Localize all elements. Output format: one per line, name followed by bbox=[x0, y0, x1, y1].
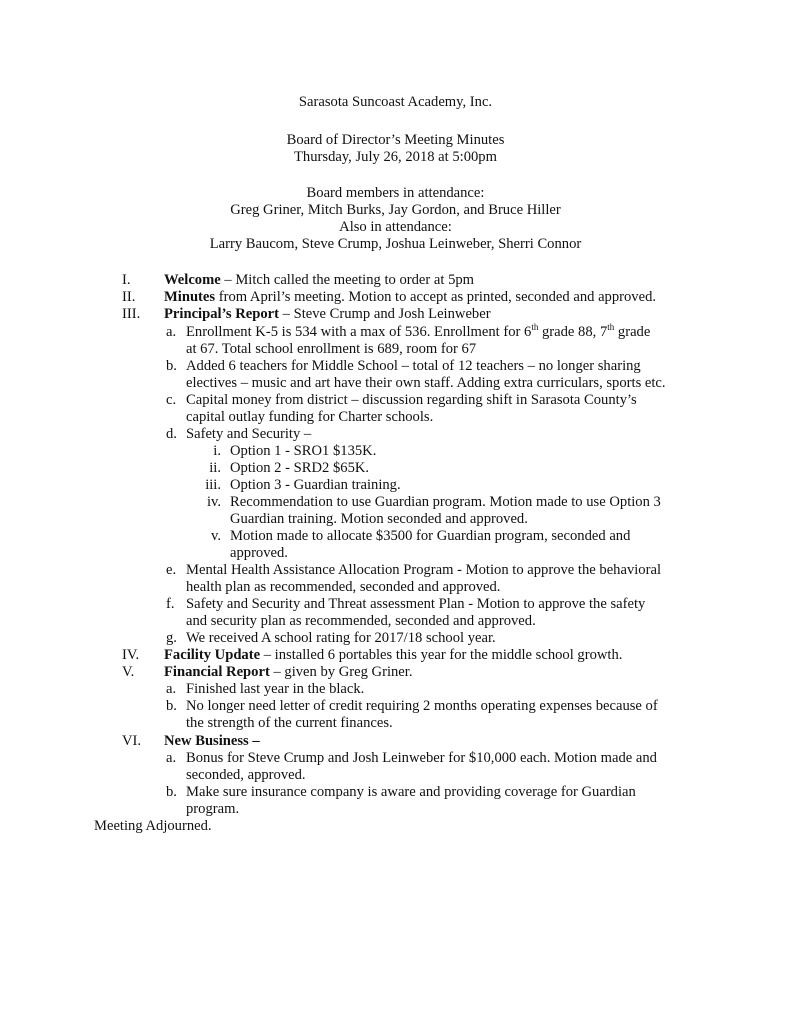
also-attendance-label: Also in attendance: bbox=[339, 219, 452, 235]
meeting-adjourned: Meeting Adjourned. bbox=[94, 818, 212, 834]
teachers-line-1: Added 6 teachers for Middle School – total of 12 teachers – no longer sharing bbox=[186, 358, 641, 374]
sub-item-marker: b. bbox=[166, 358, 177, 374]
sub-item-marker: f. bbox=[166, 596, 175, 612]
item-facility-update bbox=[164, 647, 622, 664]
option-1: Option 1 - SRO1 $135K. bbox=[230, 443, 377, 459]
insurance-line-2: program. bbox=[186, 801, 240, 817]
finished-black: Finished last year in the black. bbox=[186, 681, 365, 697]
allocation-line-2: approved. bbox=[230, 545, 288, 561]
also-members-list: Larry Baucom, Steve Crump, Joshua Leinweber, Sherri Connor bbox=[209, 236, 582, 252]
roman-marker: iii. bbox=[205, 477, 221, 493]
roman-marker: ii. bbox=[209, 460, 221, 476]
item-text: – given by Greg Griner. bbox=[269, 664, 413, 680]
item-numeral: IV. bbox=[122, 647, 140, 663]
sub-item-marker: c. bbox=[166, 392, 177, 408]
teachers-line-2: electives – music and art have their own staff. Adding extra curriculars, sports etc. bbox=[186, 375, 666, 391]
bonus-line-2: seconded, approved. bbox=[186, 767, 306, 783]
sub-item-marker: a. bbox=[166, 681, 177, 697]
sub-item-marker: b. bbox=[166, 698, 177, 714]
board-attendance-label: Board members in attendance: bbox=[306, 185, 485, 201]
recommendation-line-2: Guardian training. Motion seconded and approved. bbox=[230, 511, 528, 527]
item-financial-report bbox=[164, 664, 412, 681]
option-2: Option 2 - SRD2 $65K. bbox=[230, 460, 370, 476]
item-numeral: V. bbox=[122, 664, 135, 680]
capital-line-1: Capital money from district – discussion regarding shift in Sarasota County’s bbox=[186, 392, 637, 408]
item-numeral: I. bbox=[122, 272, 131, 288]
item-minutes bbox=[164, 289, 656, 306]
meeting-date: Thursday, July 26, 2018 at 5:00pm bbox=[294, 149, 497, 165]
item-text: from April’s meeting. Motion to accept as printed, seconded and approved. bbox=[215, 289, 657, 305]
sub-item-marker: b. bbox=[166, 784, 177, 800]
mental-health-line-1: Mental Health Assistance Allocation Program - Motion to approve the behavioral bbox=[186, 562, 661, 578]
enrollment-line-1: Enrollment K-5 is 534 with a max of 536. Enrollment for 6th grade 88, 7th grade bbox=[186, 322, 651, 340]
insurance-line-1: Make sure insurance company is aware and providing coverage for Guardian bbox=[186, 784, 636, 800]
credit-line-1: No longer need letter of credit requiring 2 months operating expenses because of bbox=[186, 698, 658, 714]
item-numeral: III. bbox=[122, 306, 141, 322]
enrollment-line-2: at 67. Total school enrollment is 689, room for 67 bbox=[186, 341, 477, 357]
school-rating: We received A school rating for 2017/18 school year. bbox=[186, 630, 496, 646]
roman-marker: i. bbox=[213, 443, 221, 459]
recommendation-line-1: Recommendation to use Guardian program. Motion made to use Option 3 bbox=[230, 494, 661, 510]
item-numeral: VI. bbox=[122, 733, 142, 749]
safety-heading: Safety and Security – bbox=[186, 426, 312, 442]
item-heading: Financial Report bbox=[164, 664, 270, 680]
item-new-business bbox=[164, 733, 260, 750]
allocation-line-1: Motion made to allocate $3500 for Guardian program, seconded and bbox=[230, 528, 631, 544]
sub-item-marker: a. bbox=[166, 750, 177, 766]
mental-health-line-2: health plan as recommended, seconded and approved. bbox=[186, 579, 501, 595]
item-welcome bbox=[164, 272, 474, 289]
item-heading: Facility Update bbox=[164, 647, 261, 663]
sub-item-marker: g. bbox=[166, 630, 177, 646]
sub-item-marker: d. bbox=[166, 426, 177, 442]
sub-item-marker: e. bbox=[166, 562, 177, 578]
item-heading: Minutes bbox=[164, 289, 216, 305]
threat-plan-line-1: Safety and Security and Threat assessment Plan - Motion to approve the safety bbox=[186, 596, 646, 612]
item-text: – installed 6 portables this year for the middle school growth. bbox=[260, 647, 623, 663]
credit-line-2: the strength of the current finances. bbox=[186, 715, 393, 731]
roman-marker: iv. bbox=[206, 494, 221, 510]
org-name: Sarasota Suncoast Academy, Inc. bbox=[298, 94, 493, 110]
item-numeral: II. bbox=[122, 289, 136, 305]
sub-item-marker: a. bbox=[166, 324, 177, 340]
item-principals-report bbox=[164, 306, 491, 323]
bonus-line-1: Bonus for Steve Crump and Josh Leinweber for $10,000 each. Motion made and bbox=[186, 750, 657, 766]
item-text: – Steve Crump and Josh Leinweber bbox=[278, 306, 491, 322]
threat-plan-line-2: and security plan as recommended, seconded and approved. bbox=[186, 613, 536, 629]
option-3: Option 3 - Guardian training. bbox=[230, 477, 401, 493]
item-heading: New Business – bbox=[164, 733, 260, 749]
item-heading: Welcome bbox=[164, 272, 221, 288]
item-heading: Principal’s Report bbox=[164, 306, 279, 322]
roman-marker: v. bbox=[211, 528, 221, 544]
document-title: Board of Director’s Meeting Minutes bbox=[286, 132, 505, 148]
board-members-list: Greg Griner, Mitch Burks, Jay Gordon, and Bruce Hiller bbox=[230, 202, 561, 218]
capital-line-2: capital outlay funding for Charter schools. bbox=[186, 409, 434, 425]
item-text: – Mitch called the meeting to order at 5pm bbox=[220, 272, 475, 288]
